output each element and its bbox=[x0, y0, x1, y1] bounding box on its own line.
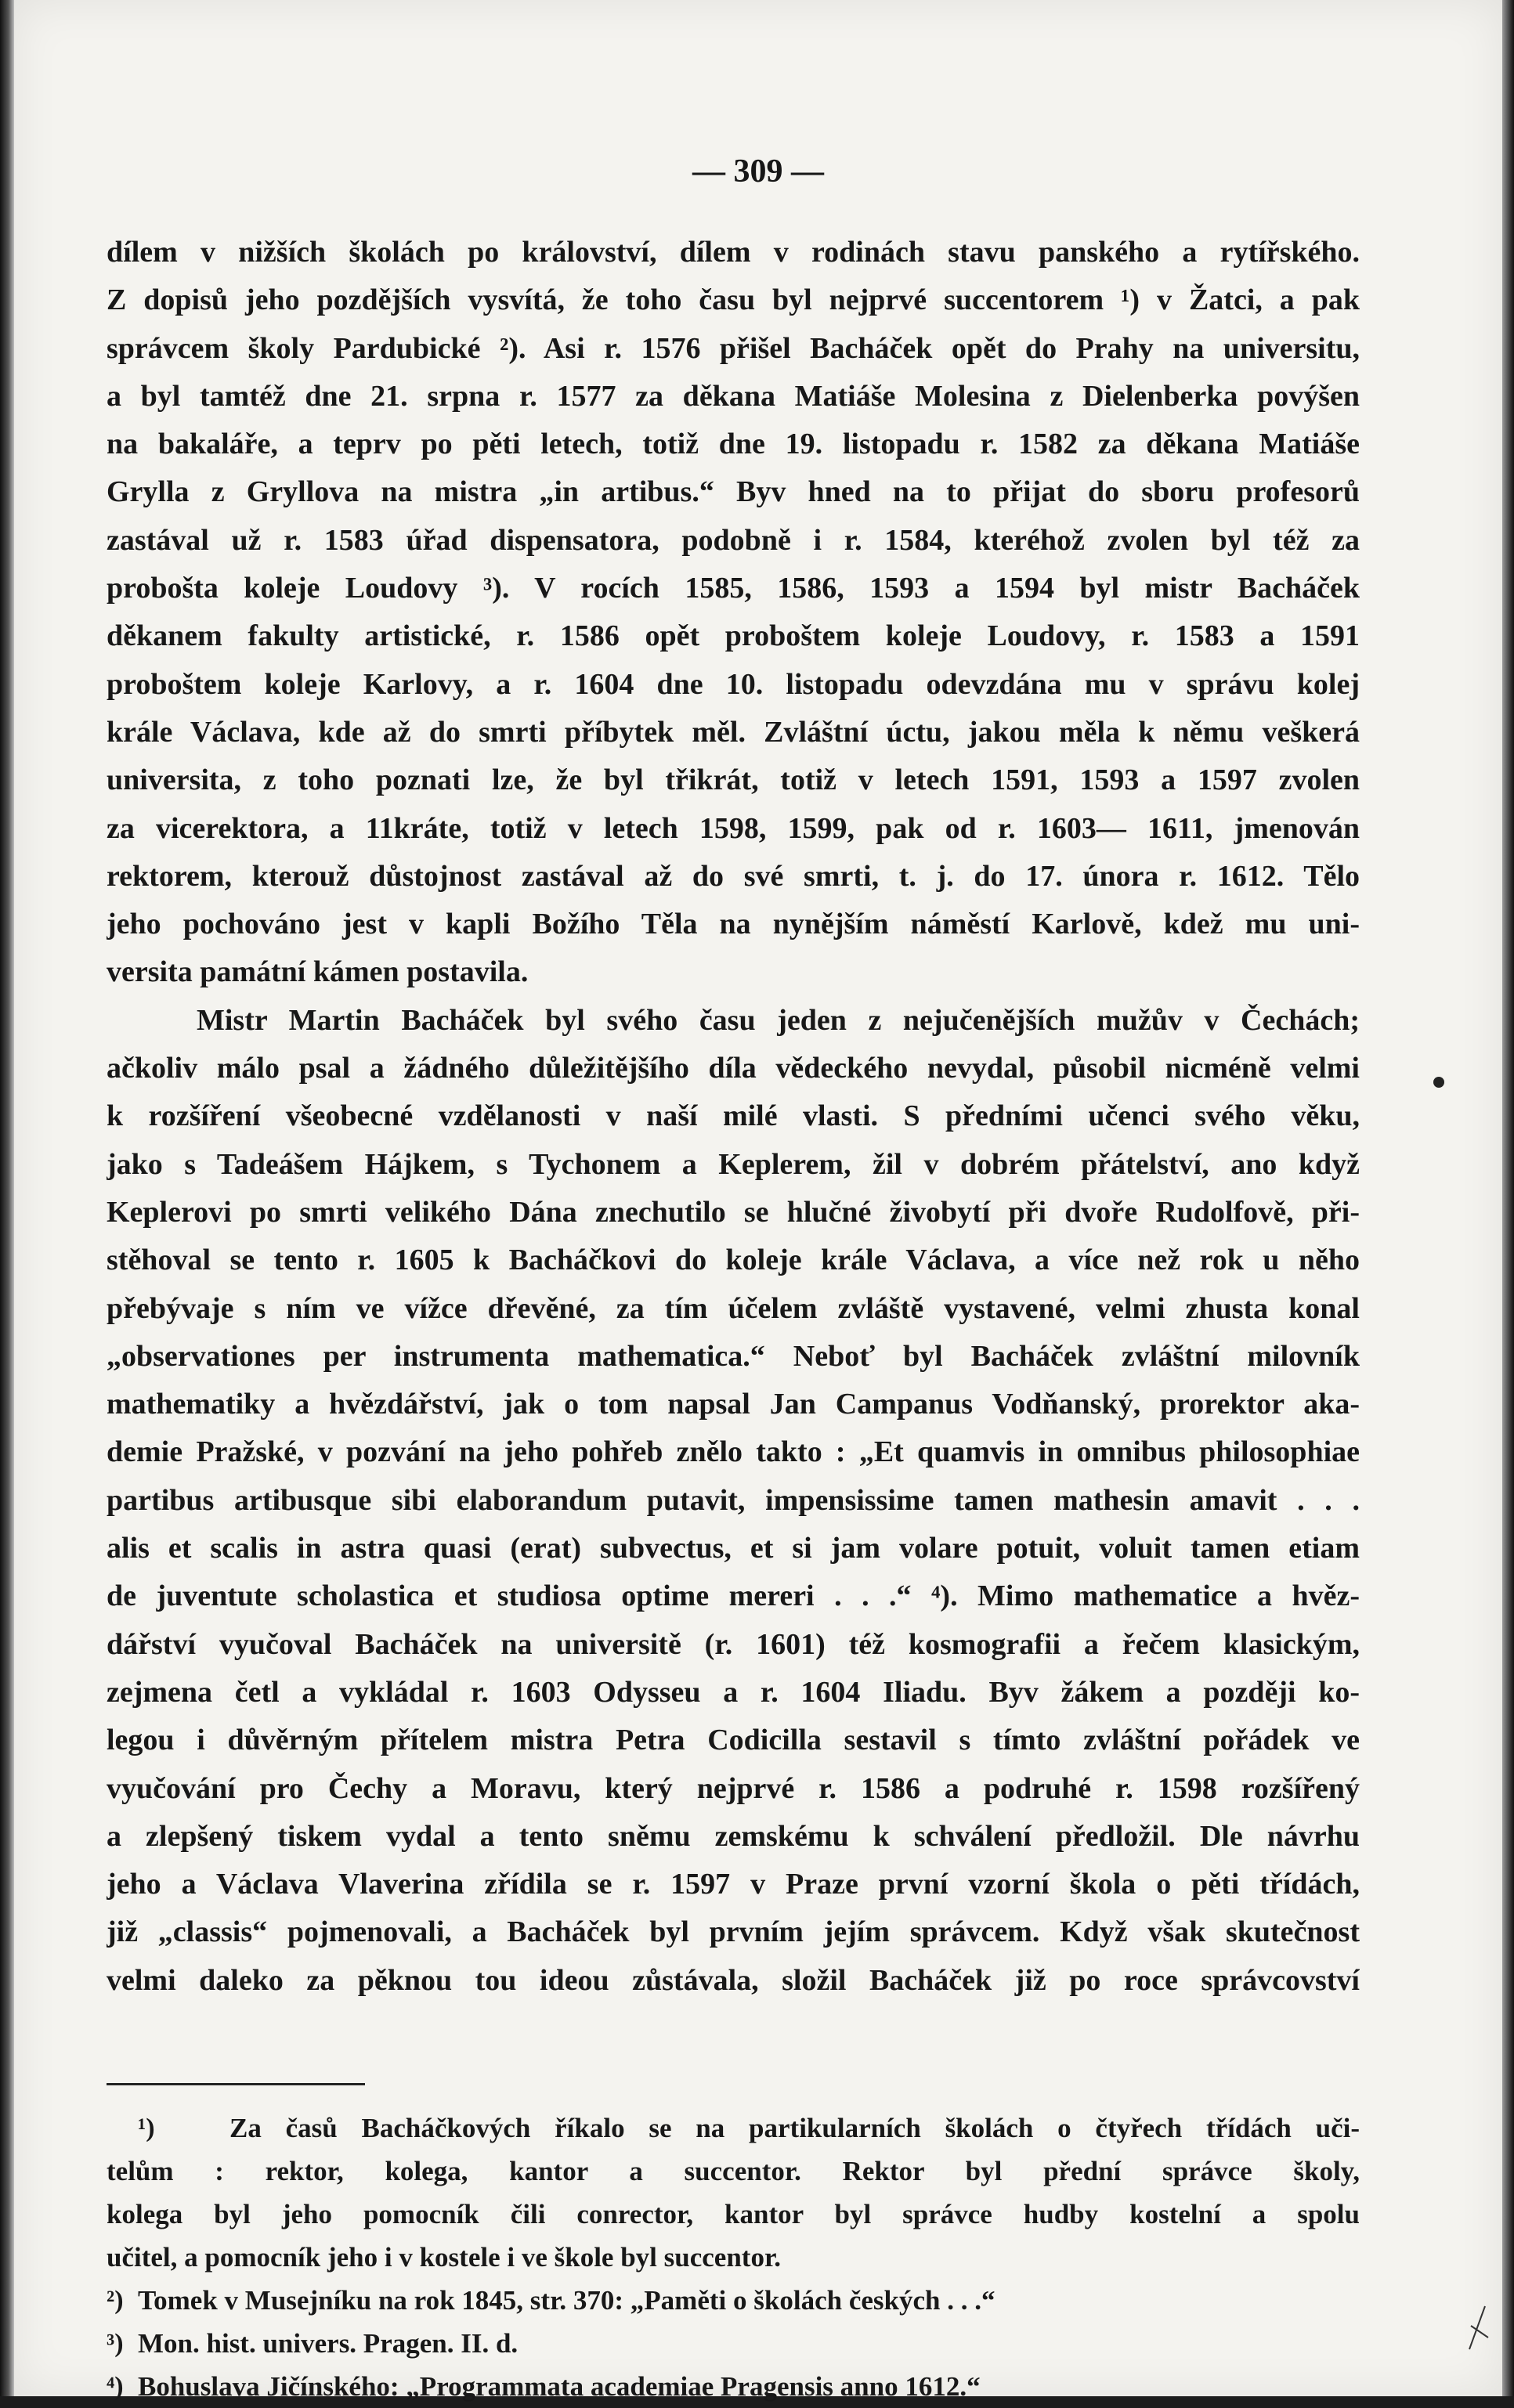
body-line: na bakaláře, a teprv po pěti letech, totiž dne 19. listopadu r. 1582 za děkana Matiáše bbox=[107, 428, 1360, 461]
footnote-text: učitel, a pomocník jeho i v kostele i ve škole byl succentor. bbox=[107, 2242, 782, 2273]
body-line: Keplerovi po smrti velikého Dána znechutilo se hlučné živobytí při dvoře Rudolfově, při- bbox=[107, 1195, 1360, 1229]
body-line: legou i důvěrným přítelem mistra Petra Codicilla sestavil s tímto zvláštní pořádek ve bbox=[107, 1724, 1360, 1757]
body-line: děkanem fakulty artistické, r. 1586 opět proboštem koleje Loudovy, r. 1583 a 1591 bbox=[107, 619, 1360, 653]
body-line: jeho a Václava Vlaverina zřídila se r. 1597 v Praze první vzorní škola o pěti třídách, bbox=[107, 1868, 1360, 1901]
body-line: zejmena četl a vykládal r. 1603 Odysseu a r. 1604 Iliadu. Byv žákem a později ko- bbox=[107, 1675, 1360, 1709]
footnote-marker: ³) bbox=[107, 2329, 124, 2358]
footnote-text: Za časů Bacháčkových říkalo se na partikularních školách o čtyřech třídách uči- bbox=[229, 2113, 1360, 2143]
body-line: a zlepšený tiskem vydal a tento sněmu zemskému k schválení předložil. Dle návrhu bbox=[107, 1819, 1360, 1853]
footnote-3 bbox=[107, 2322, 1360, 2365]
body-line: krále Václava, kde až do smrti příbytek měl. Zvláštní úctu, jakou měla k němu veškerá bbox=[107, 715, 1360, 749]
body-line: universita, z toho poznati lze, že byl třikrát, totiž v letech 1591, 1593 a 1597 zvolen bbox=[107, 764, 1360, 797]
scan-right-edge bbox=[1502, 0, 1514, 2396]
footnote-text: kolega byl jeho pomocník čili conrector, kantor byl správce hudby kostelní a spolu bbox=[107, 2199, 1360, 2229]
body-line: přebývaje s ním ve vížce dřevěné, za tím účelem zvláště vystavené, velmi zhusta konal bbox=[107, 1291, 1360, 1325]
body-line: správcem školy Pardubické ²). Asi r. 1576 přišel Bacháček opět do Prahy na universitu, bbox=[107, 331, 1360, 365]
scan-left-edge bbox=[0, 0, 14, 2396]
body-line: velmi daleko za pěknou tou ideou zůstávala, složil Bacháček již po roce správcovství bbox=[107, 1963, 1360, 1997]
footnote-1-cont bbox=[107, 2150, 1360, 2193]
body-line: k rozšíření všeobecné vzdělanosti v naší milé vlasti. S předními učenci svého věku, bbox=[107, 1099, 1360, 1133]
footnote-1-cont bbox=[107, 2193, 1360, 2236]
body-line: demie Pražské, v pozvání na jeho pohřeb znělo takto : „Et quamvis in omnibus philosophiae bbox=[107, 1435, 1360, 1469]
footnote-text: Bohuslava Jičínského: „Programmata academiae Pragensis anno 1612.“ bbox=[138, 2371, 981, 2402]
body-line: dářství vyučoval Bacháček na universitě (r. 1601) též kosmografii a řečem klasickým, bbox=[107, 1627, 1360, 1661]
ink-dot bbox=[1433, 1077, 1444, 1088]
body-line: proboštа koleje Loudovy ³). V rocích 1585, 1586, 1593 a 1594 byl mistr Bacháček bbox=[107, 572, 1360, 605]
footnote-marker: ⁴) bbox=[107, 2372, 124, 2401]
footnote-text: Tomek v Musejníku na rok 1845, str. 370: „Paměti o školách českých . . .“ bbox=[138, 2285, 995, 2316]
footnote-1-cont bbox=[107, 2236, 1360, 2279]
footnotes bbox=[107, 2107, 1360, 2408]
body-line: Z dopisů jeho pozdějších vysvítá, že toho času byl nejprvé succentorem ¹) v Žatci, a pak bbox=[107, 283, 1360, 317]
footnote-4 bbox=[107, 2365, 1360, 2408]
footnote-marker: ²) bbox=[107, 2286, 124, 2315]
body-line: stěhoval se tento r. 1605 k Bacháčkovi do koleje krále Václava, a více než rok u něho bbox=[107, 1244, 1360, 1277]
body-line: rektorem, kterouž důstojnost zastával až do své smrti, t. j. do 17. února r. 1612. Tělo bbox=[107, 859, 1360, 893]
body-line: versita památní kámen postavila. bbox=[107, 955, 529, 989]
footnote-divider bbox=[107, 2083, 365, 2085]
paragraph-start: Mistr Martin Bacháček byl svého času jeden z nejučenějších mužův v Čechách; bbox=[197, 1003, 1360, 1037]
body-line: de juventute scholastica et studiosa optime mereri . . .“ ⁴). Mimo mathematice a hvěz- bbox=[107, 1579, 1360, 1613]
body-line: ačkoliv málo psal a žádného důležitějšího díla vědeckého nevydal, působil nicméně velmi bbox=[107, 1052, 1360, 1085]
body-line: partibus artibusque sibi elaborandum putavit, impensissime tamen mathesin amavit . . . bbox=[107, 1483, 1360, 1517]
body-line: jako s Tadeášem Hájkem, s Tychonem a Keplerem, žil v dobrém přátelství, ano když bbox=[107, 1147, 1360, 1181]
footnote-1 bbox=[107, 2107, 1360, 2150]
footnote-marker: ¹) bbox=[138, 2114, 155, 2143]
body-line: za vicerektora, a 11kráte, totiž v letech 1598, 1599, pak od r. 1603— 1611, jmenován bbox=[107, 811, 1360, 845]
book-page bbox=[14, 0, 1502, 2402]
body-line: vyučování pro Čechy a Moravu, který nejprvé r. 1586 a podruhé r. 1598 rozšířený bbox=[107, 1771, 1360, 1805]
body-line: alis et scalis in astra quasi (erat) subvectus, et si jam volare potuit, voluit tamen etiam bbox=[107, 1532, 1360, 1565]
body-line: Grylla z Gryllova na mistra „in artibus.“ Byv hned na to přijat do sboru profesorů bbox=[107, 475, 1360, 509]
body-line: zastával už r. 1583 úřad dispensatora, podobně i r. 1584, kteréhož zvolen byl též za bbox=[107, 523, 1360, 557]
body-line: „observationes per instrumenta mathematica.“ Neboť byl Bacháček zvláštní milovník bbox=[107, 1339, 1360, 1373]
body-line: již „classis“ pojmenovali, a Bacháček byl prvním jejím správcem. Když však skutečnost bbox=[107, 1915, 1360, 1949]
body-line: a byl tamtéž dne 21. srpna r. 1577 za děkana Matiáše Molesina z Dielenberka povýšen bbox=[107, 379, 1360, 413]
footnote-2 bbox=[107, 2279, 1360, 2322]
body-text bbox=[107, 229, 1360, 2005]
body-line: jeho pochováno jest v kapli Božího Těla na nynějším náměstí Karlově, kdež mu uni- bbox=[107, 908, 1360, 941]
footnote-text: Mon. hist. univers. Pragen. II. d. bbox=[138, 2328, 519, 2359]
body-line: mathematiky a hvězdářství, jak o tom napsal Jan Campanus Vodňanský, prorektor aka- bbox=[107, 1388, 1360, 1421]
page-corner-scratch bbox=[1462, 2302, 1493, 2357]
page-number: — 309 — bbox=[692, 153, 824, 190]
body-line: dílem v nižších školách po království, dílem v rodinách stavu panského a rytířského. bbox=[107, 236, 1360, 269]
footnote-text: telům : rektor, kolega, kantor a succentor. Rektor byl přední správce školy, bbox=[107, 2156, 1360, 2186]
body-line: proboštem koleje Karlovy, a r. 1604 dne 10. listopadu odevzdána mu v správu kolej bbox=[107, 667, 1360, 701]
